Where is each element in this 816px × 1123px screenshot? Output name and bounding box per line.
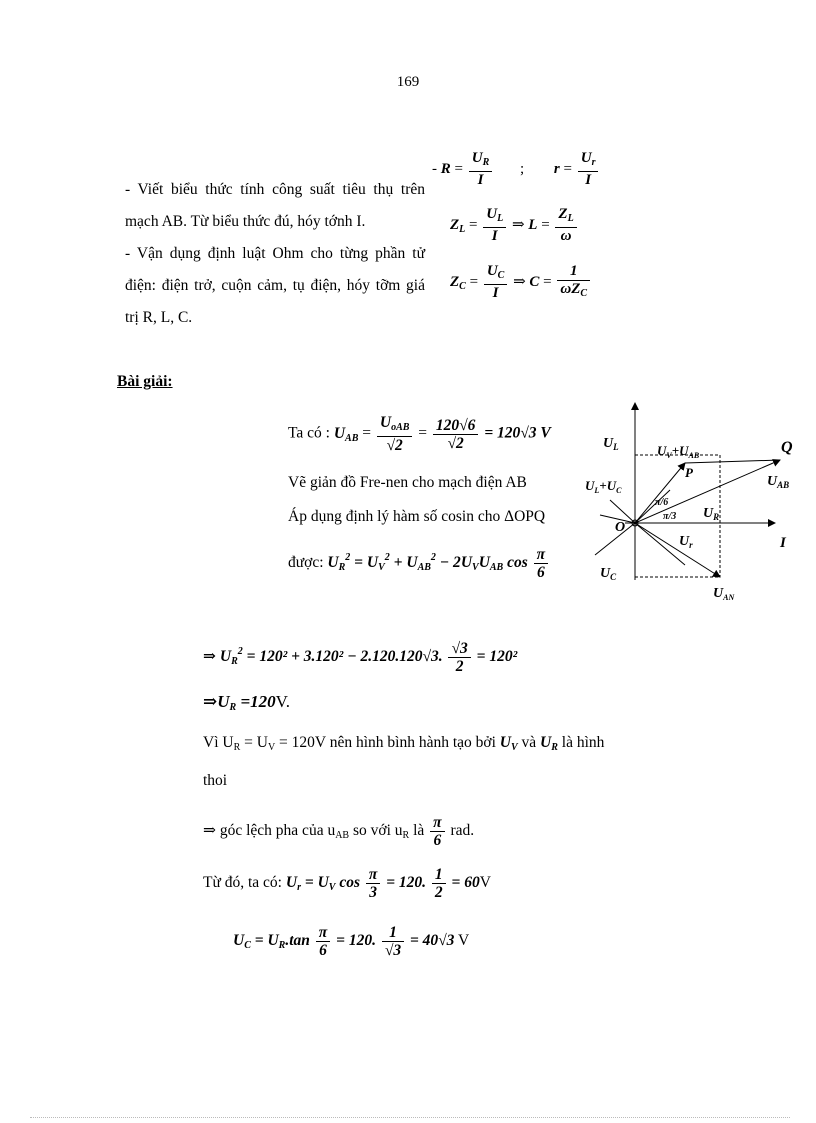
solution-heading: Bài giải: xyxy=(117,373,173,390)
uan-phasor xyxy=(635,523,720,577)
hint-text xyxy=(125,174,425,334)
fresnel-line: Vẽ giản đồ Fre-nen cho mạch điện AB xyxy=(288,474,527,491)
uc-equation: $U_C = U_R.\tan$ $\frac{\pi}{6}$ = 120. $\frac{1}{√3}$ = 40√3 V xyxy=(233,924,470,959)
page-bottom-rule xyxy=(30,1117,790,1118)
fraction-UC-I: $\frac{U_C}{I}$ xyxy=(484,263,508,302)
svg-text:UL: $U_L$ xyxy=(603,436,619,452)
ur-result: $\Rightarrow U_R =120V$. xyxy=(203,692,290,713)
thoi-line: thoi xyxy=(203,772,228,789)
phasor-diagram xyxy=(575,395,810,610)
svg-text:UL+UC: $U_L+U_C$ xyxy=(585,478,622,495)
svg-text:I: I xyxy=(780,535,786,551)
formula-R-r: - R = $\frac{U_R}{I}$ ; r = $\frac{U_r}{I}$ xyxy=(432,150,600,189)
svg-text:Ur: $U_r$ xyxy=(679,534,693,550)
phase-line: ⇒ góc lệch pha của $u_{AB}$ so với $u_R$ là $\frac{\pi}{6}$ rad. xyxy=(203,814,475,849)
cosine-line: Áp dụng định lý hàm số cosin cho ΔOPQ xyxy=(288,508,546,525)
svg-text:UR: $U_R$ xyxy=(703,506,720,522)
cosine-equation: được: $U_R^2 = U_V^2 + U_{AB}^2 - 2U_VU_{AB}$ cos $\frac{\pi}{6}$ xyxy=(288,546,550,581)
formula-ZC: $Z_C$ = $\frac{U_C}{I}$ ⇒ C = $\frac{1}{\omega Z_C}$ xyxy=(450,263,592,302)
svg-text:UV+UAB: $U_V+U_{AB}$ xyxy=(657,443,700,460)
fraction-UL-I: $\frac{U_L}{I}$ xyxy=(483,206,506,245)
rhombus-line: Vì $U_R = U_V = 120V$ nên hình bình hành tạo bởi $U_V$ và $U_R$ là hình xyxy=(203,734,605,753)
svg-text:UAN: $U_{AN}$ xyxy=(713,586,735,602)
uab-equation: Ta có : $U_{AB}$ = $\frac{U_{oAB}}{√2}$ = $\frac{120√6}{√2}$ = 120√3 V xyxy=(288,414,551,454)
hint-ohm: - Vận dụng định luật Ohm cho từng phần tử điện: điện trở, cuộn cảm, tụ điện, hóy tỡm giá trị R, L, C. xyxy=(125,245,425,326)
ur-small-equation: Từ đó, ta có: $U_r = U_V$ cos $\frac{\pi}{3}$ = 120. $\frac{1}{2}$ = 60V xyxy=(203,866,491,901)
hint-power: - Viết biểu thức tính công suất tiêu thụ trên mạch AB. Từ biểu thức đú, hóy tớnh I. xyxy=(125,181,425,230)
uv-phasor xyxy=(635,463,685,523)
svg-text:π/3: π/3 xyxy=(663,511,677,522)
fraction-ZL-omega: $\frac{Z_L}{\omega}$ xyxy=(555,206,576,245)
svg-text:UC: $U_C$ xyxy=(600,566,617,582)
formula-ZL: $Z_L$ = $\frac{U_L}{I}$ ⇒ L = $\frac{Z_L}{\omega}$ xyxy=(450,206,579,245)
svg-text:π/6: π/6 xyxy=(655,497,669,508)
svg-text:UAB: $U_{AB}$ xyxy=(767,474,790,490)
svg-text:O: O xyxy=(615,520,626,535)
svg-text:P: P xyxy=(685,465,693,480)
ur-squared-equation: ⇒ $U_R^2 = 120^2 + 3.120^2 - 2.120.120√3$. $\frac{√3}{2}$ = 120² xyxy=(203,640,518,675)
fraction-1-omegaZC: $\frac{1}{\omega Z_C}$ xyxy=(557,263,590,302)
fraction-Ur-I: $\frac{U_r}{I}$ xyxy=(578,150,599,189)
svg-text:Q: Q xyxy=(781,439,793,456)
fraction-UR-I: $\frac{U_R}{I}$ xyxy=(469,150,493,189)
page-number: 169 xyxy=(396,74,420,90)
